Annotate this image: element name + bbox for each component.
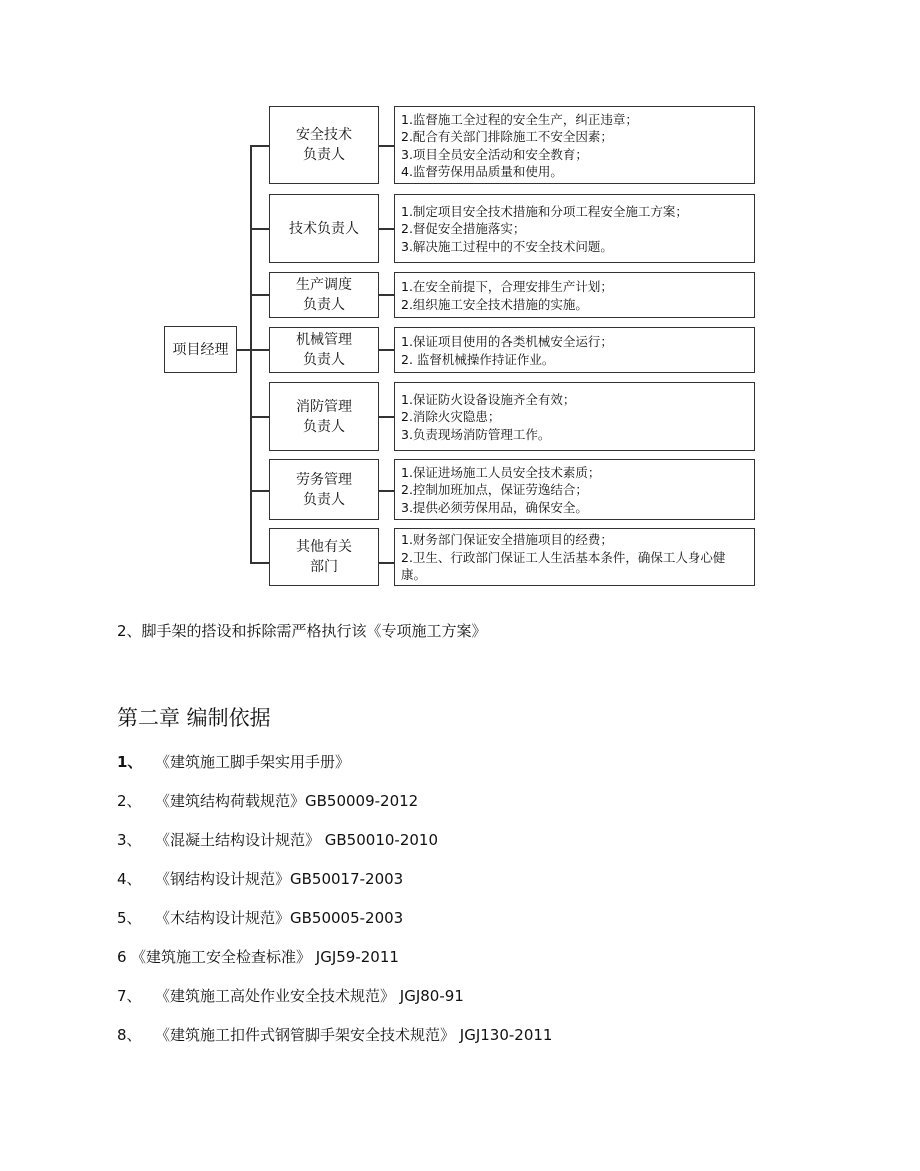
chapter-heading: 第二章 编制依据 (117, 706, 271, 730)
duty-box (394, 382, 755, 451)
duty-item: 1.财务部门保证安全措施项目的经费； (401, 532, 613, 548)
branch-connector (250, 349, 270, 351)
duty-item: 2.督促安全措施落实； (401, 221, 526, 237)
reference-title: 《木结构设计规范》GB50005-2003 (155, 909, 404, 927)
duty-connector (379, 349, 395, 351)
duty-connector (379, 294, 395, 296)
duty-item: 2.控制加班加点，保证劳逸结合； (401, 482, 588, 498)
reference-item (117, 907, 403, 928)
branch-connector (250, 416, 270, 418)
org-root-label: 项目经理 (172, 341, 229, 358)
duty-item: 3.提供必须劳保用品，确保安全。 (401, 499, 588, 515)
reference-item (117, 751, 350, 772)
branch-connector (250, 228, 270, 230)
duty-item: 1.保证防火设备设施齐全有效； (401, 391, 576, 407)
duty-box (394, 106, 755, 184)
duty-box (394, 528, 755, 586)
duty-item: 1.在安全前提下，合理安排生产计划； (401, 279, 613, 294)
duty-item: 4.监督劳保用品质量和使用。 (401, 164, 563, 179)
duty-item: 1.保证项目使用的各类机械安全运行； (401, 334, 613, 349)
duty-box (394, 459, 755, 520)
reference-item (117, 829, 438, 850)
branch-connector (250, 294, 270, 296)
role-label: 机械管理 负责人 (296, 332, 352, 368)
reference-title: 《混凝土结构设计规范》 GB50010-2010 (155, 831, 438, 849)
role-label: 劳务管理 负责人 (296, 471, 352, 508)
branch-connector (250, 145, 270, 147)
role-box (269, 528, 379, 586)
duty-item: 3.负责现场消防管理工作。 (401, 426, 551, 442)
reference-number: 5、 (117, 909, 142, 927)
duty-item: 2.卫生、行政部门保证工人生活基本条件，确保工人身心健康。 (401, 549, 726, 583)
reference-number: 1、 (117, 753, 143, 771)
reference-title: 《建筑结构荷载规范》GB50009-2012 (155, 792, 419, 810)
org-root-box (164, 326, 237, 373)
spine-connector (250, 145, 252, 563)
role-box (269, 382, 379, 451)
reference-item (117, 946, 399, 967)
reference-number: 7、 (117, 987, 142, 1005)
role-box (269, 272, 379, 318)
reference-title: 《建筑施工脚手架实用手册》 (155, 753, 351, 771)
reference-item (117, 868, 403, 889)
reference-item (117, 790, 418, 811)
reference-number: 2、 (117, 792, 142, 810)
role-box (269, 106, 379, 184)
role-box (269, 327, 379, 373)
duty-connector (379, 490, 395, 492)
duty-item: 2.消除火灾隐患； (401, 409, 501, 425)
reference-item (117, 985, 464, 1006)
reference-number: 4、 (117, 870, 142, 888)
paragraph-scaffold-note: 2、脚手架的搭设和拆除需严格执行该《专项施工方案》 (117, 622, 487, 640)
reference-title: 《建筑施工扣件式钢管脚手架安全技术规范》 JGJ130-2011 (155, 1026, 553, 1044)
role-label: 其他有关 部门 (296, 539, 352, 575)
duty-connector (379, 416, 395, 418)
role-box (269, 194, 379, 263)
duty-item: 2.组织施工安全技术措施的实施。 (401, 296, 588, 312)
root-connector (237, 349, 251, 351)
duty-item: 2.配合有关部门排除施工不安全因素； (401, 129, 613, 144)
role-label: 安全技术 负责人 (296, 127, 352, 163)
reference-item (117, 1024, 552, 1045)
reference-number: 3、 (117, 831, 142, 849)
reference-number: 6 (117, 948, 127, 966)
duty-box (394, 194, 755, 263)
duty-connector (379, 562, 395, 564)
branch-connector (250, 490, 270, 492)
role-box (269, 459, 379, 520)
duty-item: 1.保证进场施工人员安全技术素质； (401, 464, 601, 480)
reference-title: 《建筑施工安全检查标准》 JGJ59-2011 (131, 948, 399, 966)
duty-box (394, 272, 755, 318)
role-label: 消防管理 负责人 (296, 398, 352, 435)
reference-title: 《建筑施工高处作业安全技术规范》 JGJ80-91 (155, 987, 464, 1005)
branch-connector (250, 562, 270, 564)
duty-item: 3.解决施工过程中的不安全技术问题。 (401, 238, 613, 254)
role-label: 技术负责人 (289, 220, 359, 237)
reference-number: 8、 (117, 1026, 142, 1044)
duty-item: 2. 监督机械操作持证作业。 (401, 351, 555, 367)
duty-connector (379, 145, 395, 147)
reference-title: 《钢结构设计规范》GB50017-2003 (155, 870, 404, 888)
duty-item: 1.制定项目安全技术措施和分项工程安全施工方案； (401, 203, 688, 219)
duty-item: 3.项目全员安全活动和安全教育； (401, 146, 588, 162)
duty-item: 1.监督施工全过程的安全生产，纠正违章； (401, 111, 638, 127)
duty-connector (379, 228, 395, 230)
role-label: 生产调度 负责人 (296, 277, 352, 313)
duty-box (394, 327, 755, 373)
